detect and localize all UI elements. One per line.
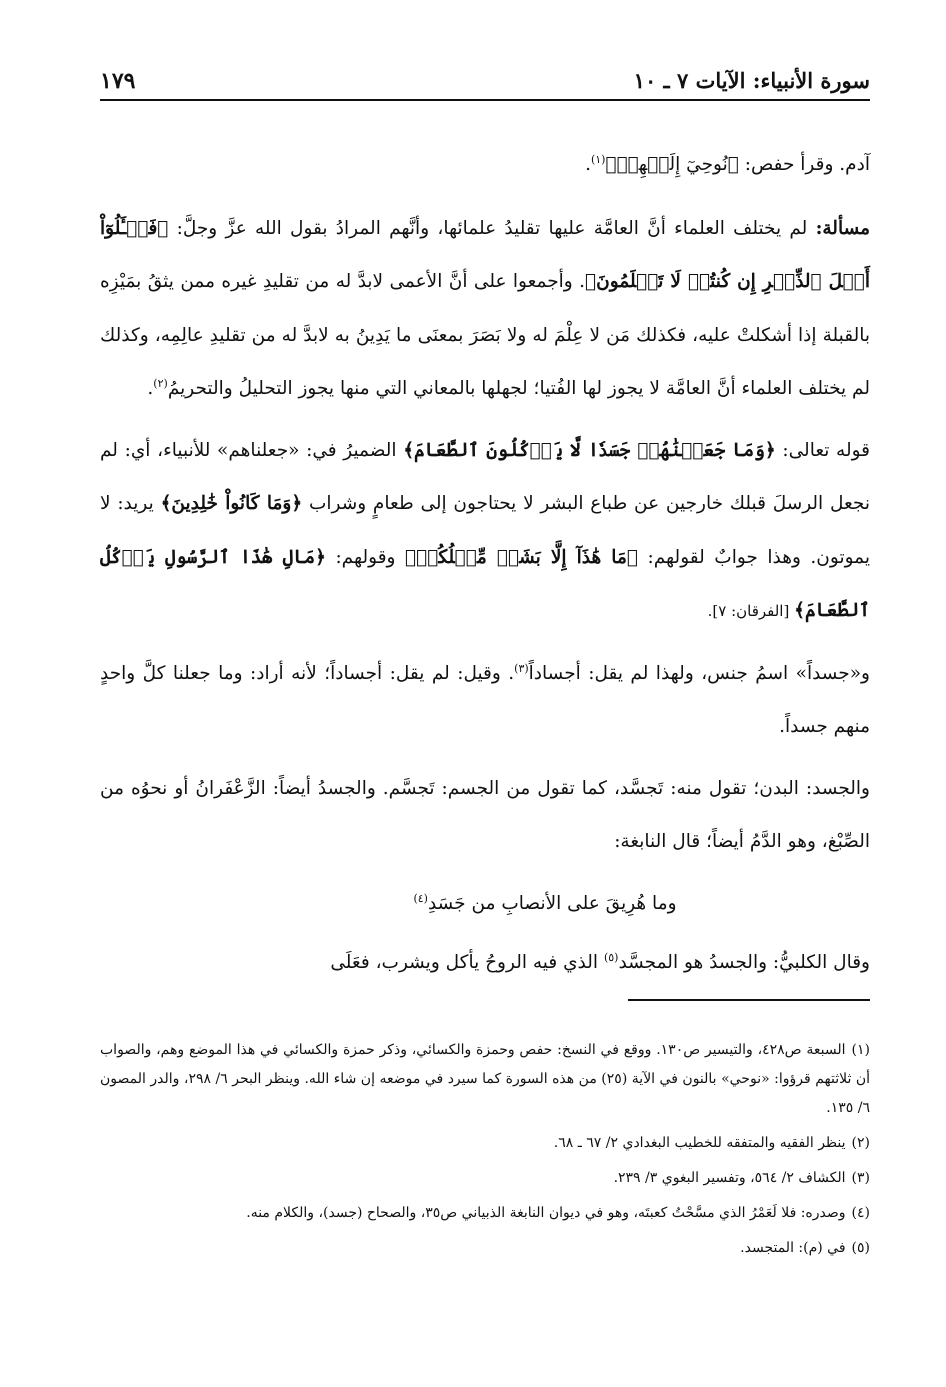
- p1-text: آدم. وقرأ حفص: ﴿نُوحِيٓ إِلَيۡهِمۡ﴾: [605, 154, 870, 175]
- footnote-1: [100, 1036, 870, 1123]
- p4-text-2: . وقيل: لم يقل: أجساداً؛ لأنه أراد: وما جعلنا كلَّ واحدٍ منهم جسداً.: [100, 662, 870, 737]
- footnote-text: السبعة ص٤٢٨، والتيسير ص١٣٠. ووقع في النسخ: حفص وحمزة والكسائي، وذكر حمزة والكسائي في هذا الموضع وهم، والصواب أن ثلاثتهم قرؤوا: «نوحي» بالنون في الآية (٢٥) من هذه السورة كما سيرد في موضعه إن شاء الله. وينظر البحر ٦/ ٢٩٨، والدر المصون ٦/ ١٣٥.: [100, 1042, 871, 1116]
- p1-end: .: [585, 154, 591, 175]
- p3-text-3: يريد: لا يموتون. وهذا جوابٌ لقولهم:: [100, 493, 870, 568]
- surah-reference: [الفرقان: ٧].: [707, 602, 795, 620]
- p3-text-2: الضميرُ في: «جعلناهم» للأنبياء، أي: لم نجعل الرسلَ قبلك خارجين عن طباع البشر لا يحتاجون إلى طعامٍ وشراب: [100, 439, 870, 514]
- p4-text-1: و«جسداً» اسمُ جنس، ولهذا لم يقل: أجساداً: [528, 662, 870, 684]
- footnote-4: [100, 1199, 870, 1228]
- footnote-3: [100, 1164, 870, 1193]
- p2-end: .: [147, 378, 154, 399]
- quran-verse: ﴿وَمَا جَعَلۡنَٰهُمۡ جَسَدٗا لَّا يَأۡكُلُونَ ٱلطَّعَامَ﴾: [403, 439, 776, 461]
- p5-text: والجسد: البدن؛ تقول منه: تَجسَّد، كما تقول من الجسم: تَجسَّم. والجسدُ أيضاً: الزَّعْفَرانُ أو نحوُه من الصِّبْغ، وهو الدَّمُ أيضاً؛ قال النابغة:: [100, 777, 870, 852]
- verse-text: وما هُرِيقَ على الأنصابِ من جَسَدِ: [427, 892, 677, 914]
- p3-text-4: وقولهم:: [325, 546, 406, 568]
- footnote-divider: [628, 999, 870, 1001]
- footnote-ref-2[interactable]: (٢): [153, 376, 168, 390]
- quran-verse: ﴿فَسۡـَٔلُوٓاْ أَهۡلَ ٱلذِّكۡرِ إِن كُنتُمۡ لَا تَعۡلَمُونَ﴾: [100, 217, 870, 292]
- paragraph-4: [100, 647, 870, 754]
- footnote-5: [100, 1234, 870, 1263]
- paragraph-3: [100, 424, 870, 639]
- footnote-number: (٢): [851, 1135, 870, 1151]
- footnote-ref-5[interactable]: (٥): [603, 950, 619, 964]
- footnote-ref-4[interactable]: (٤): [413, 891, 428, 905]
- paragraph-masala: [100, 202, 870, 416]
- paragraph-5: [100, 762, 870, 869]
- footnote-number: (١): [851, 1042, 870, 1058]
- header-divider: [100, 99, 870, 101]
- footnote-text: في (م): المتجسد.: [740, 1240, 846, 1256]
- page-header: [100, 64, 870, 98]
- footnote-number: (٤): [851, 1205, 870, 1221]
- main-text: [100, 138, 870, 998]
- quran-verse: ﴿وَمَا كَانُواْ خَٰلِدِينَ﴾: [160, 493, 303, 514]
- p3-text-1: قوله تعالى:: [775, 439, 871, 461]
- p6-text-2: الذي فيه الروحُ يأكل ويشرب، فعَلَى: [330, 952, 604, 973]
- footnote-ref-3[interactable]: (٣): [514, 661, 529, 675]
- poetry-verse: [100, 877, 870, 931]
- footnote-ref-1[interactable]: (١): [590, 152, 606, 166]
- masala-label: مسألة:: [815, 217, 870, 239]
- quran-verse: ﴿مَالِ هَٰذَا ٱلرَّسُولِ يَأۡكُلُ ٱلطَّعَامَ﴾: [100, 546, 870, 621]
- p2-text-1: لم يختلف العلماء أنَّ العامَّة عليها تقليدُ علمائها، وأنَّهم المرادُ بقول الله عزَّ وجلَّ:: [168, 217, 816, 239]
- quran-verse: ﴿مَا هَٰذَآ إِلَّا بَشَرٞ مِّثۡلُكُمۡ﴾: [405, 546, 638, 568]
- surah-title: سورة الأنبياء: الآيات ٧ ـ ١٠: [633, 68, 870, 93]
- p2-text-2: . وأجمعوا على أنَّ الأعمى لابدَّ له من تقليدِ غيره ممن يثقُ بمَيْزِه بالقبلة إذا أشكلتْ عليه، فكذلك مَن لا عِلْمَ له ولا بَصَرَ بمعنَى ما يَدِينُ به لابدَّ له من تقليدِ عالِمِه، وكذلك لم يختلف العلماء أنَّ العامَّة لا يجوز لها الفُتيا؛ لجهلها بالمعاني التي منها يجوز التحليلُ والتحريمُ: [100, 271, 870, 399]
- paragraph-1: [100, 138, 870, 192]
- footnote-2: [100, 1129, 870, 1158]
- p6-text-1: وقال الكلبيُّ: والجسدُ هو المجسَّد: [618, 952, 870, 973]
- footnote-number: (٣): [851, 1170, 870, 1186]
- footnote-text: الكشاف ٢/ ٥٦٤، وتفسير البغوي ٣/ ٢٣٩.: [613, 1170, 846, 1186]
- footnote-text: وصدره: فلا لَعَمْرُ الذي مسَّحْتُ كعبتَه، وهو في ديوان النابغة الذبياني ص٣٥، والصحاح (جسد)، والكلام منه.: [246, 1205, 846, 1221]
- page-number: ١٧٩: [100, 68, 136, 94]
- footnote-text: ينظر الفقيه والمتفقه للخطيب البغدادي ٢/ ٦٧ ـ ٦٨.: [553, 1135, 846, 1151]
- paragraph-6: [100, 936, 870, 990]
- footnote-number: (٥): [851, 1240, 870, 1256]
- footnotes: [100, 1036, 870, 1269]
